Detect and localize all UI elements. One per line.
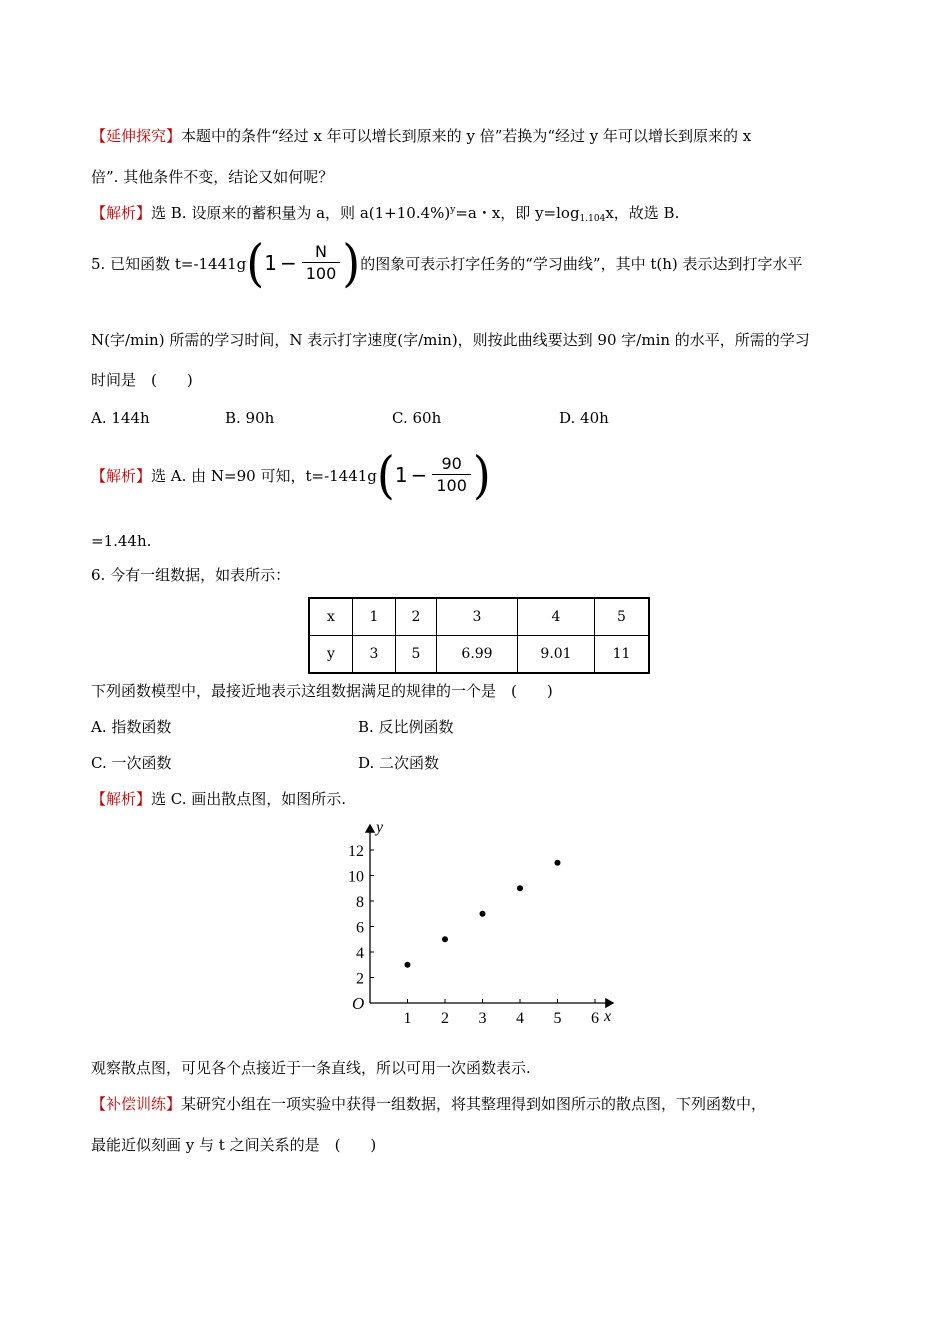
q5-stem-line-1 [91,233,803,293]
q5-left-paren: ( [246,233,265,293]
analysis-2-frac-den: 100 [432,474,471,497]
x-axis-label: x [604,1008,612,1025]
table-cell: 6.99 [437,636,518,674]
analysis-3-tag: 【解析】 [91,790,152,808]
x-tick-label: 5 [553,1010,562,1027]
analysis-2-tag: 【解析】 [91,466,152,485]
table-cell: 4 [518,598,595,636]
table-cell: 1 [353,598,396,636]
q5-minus: − [279,251,297,275]
table-cell: y [309,636,353,674]
compensation-tag: 【补偿训练】 [91,1095,182,1113]
scatter-point [405,962,411,968]
q5-option-b: B. 90h [225,409,275,427]
x-tick-label: 2 [441,1010,449,1027]
q6-option-b: B. 反比例函数 [358,718,454,736]
analysis-1-text-a: 选 B. 设原来的蓄积量为 a，则 a(1+10.4%) [151,204,451,222]
q5-one: 1 [264,251,277,275]
table-cell: 5 [595,598,650,636]
table-cell: 2 [396,598,437,636]
extension-line-2: 倍”. 其他条件不变，结论又如何呢？ [91,168,334,186]
table-cell: 11 [595,636,650,674]
scatter-point [480,911,486,917]
table-row [309,598,649,636]
y-tick-label: 10 [348,868,364,886]
table-cell: 3 [437,598,518,636]
analysis-1-text-c: x，故选 B. [605,204,680,222]
y-axis-label: y [376,819,384,836]
analysis-2-text: 选 A. 由 N=90 可知，t=-1441g [151,466,377,485]
x-tick-label: 6 [591,1010,599,1027]
analysis-2-result: =1.44h. [91,532,152,550]
analysis-1-text-b: =a・x，即 y=log [455,204,580,222]
analysis-3 [91,789,346,809]
data-table [308,597,650,674]
analysis-3-text: 选 C. 画出散点图，如图所示. [151,790,347,808]
q6-title: 6. 今有一组数据，如表所示： [91,566,291,584]
analysis-1-tag: 【解析】 [91,204,152,222]
x-tick-label: 1 [403,1010,412,1027]
compensation-line-1 [91,1094,766,1114]
scatter-point [517,885,523,891]
table-row [309,636,649,674]
scatter-point [555,860,561,866]
q6-option-a: A. 指数函数 [91,718,172,736]
analysis-2-fraction [432,454,471,497]
y-tick-label: 6 [356,919,364,937]
table-cell: x [309,598,353,636]
q5-option-d: D. 40h [559,409,609,427]
observation: 观察散点图，可见各个点接近于一条直线，所以可用一次函数表示. [91,1059,531,1077]
extension-tag: 【延伸探究】 [91,127,182,145]
analysis-2 [91,445,491,505]
q6-option-d: D. 二次函数 [358,754,440,772]
y-tick-label: 12 [348,843,364,860]
extension-text-1: 本题中的条件“经过 x 年可以增长到原来的 y 倍”若换为“经过 y 年可以增长到原来的 x [181,127,752,145]
analysis-2-frac-num: 90 [441,453,462,473]
q5-right-paren: ) [342,233,361,293]
table-cell: 9.01 [518,636,595,674]
q5-frac-den: 100 [302,262,341,285]
compensation-text-1: 某研究小组在一项实验中获得一组数据，将其整理得到如图所示的散点图，下列函数中， [181,1095,767,1113]
analysis-1 [91,203,679,226]
analysis-2-minus: − [410,463,428,487]
x-tick-label: 3 [478,1010,487,1027]
scatter-point [442,936,448,942]
q5-option-a: A. 144h [91,409,150,427]
q5-stem-line-3: 时间是 ( ) [91,371,193,389]
analysis-2-right-paren: ) [472,445,491,505]
y-tick-label: 4 [356,945,364,962]
compensation-line-2: 最能近似刻画 y 与 t 之间关系的是 ( ) [91,1136,377,1154]
q5-stem-line-2: N(字/min) 所需的学习时间，N 表示打字速度(字/min)，则按此曲线要达到 90 字/min 的水平，所需的学习 [91,331,810,349]
q5-prefix: 5. 已知函数 t=-1441g [91,254,247,273]
table-cell: 5 [396,636,437,674]
extension-line-1 [91,126,751,146]
q6-question: 下列函数模型中，最接近地表示这组数据满足的规律的一个是 ( ) [91,682,553,700]
analysis-2-one: 1 [394,463,408,487]
y-tick-label: 2 [356,970,364,988]
table-cell: 3 [353,636,396,674]
points-layer [405,860,561,968]
q5-fraction [302,242,341,285]
q5-frac-num: N [315,241,327,261]
scatter-plot [330,815,630,1035]
y-tick-label: 8 [356,894,364,911]
analysis-2-left-paren: ( [376,445,395,505]
analysis-1-sub: 1.104 [579,214,606,224]
x-tick-label: 4 [516,1010,524,1027]
q6-option-c: C. 一次函数 [91,754,172,772]
q5-suffix: 的图象可表示打字任务的“学习曲线”，其中 t(h) 表示达到打字水平 [360,254,803,273]
q5-option-c: C. 60h [392,409,442,427]
tick-layer [348,843,599,1027]
origin-label: O [352,994,365,1013]
analysis-1-sup: y [450,205,456,215]
